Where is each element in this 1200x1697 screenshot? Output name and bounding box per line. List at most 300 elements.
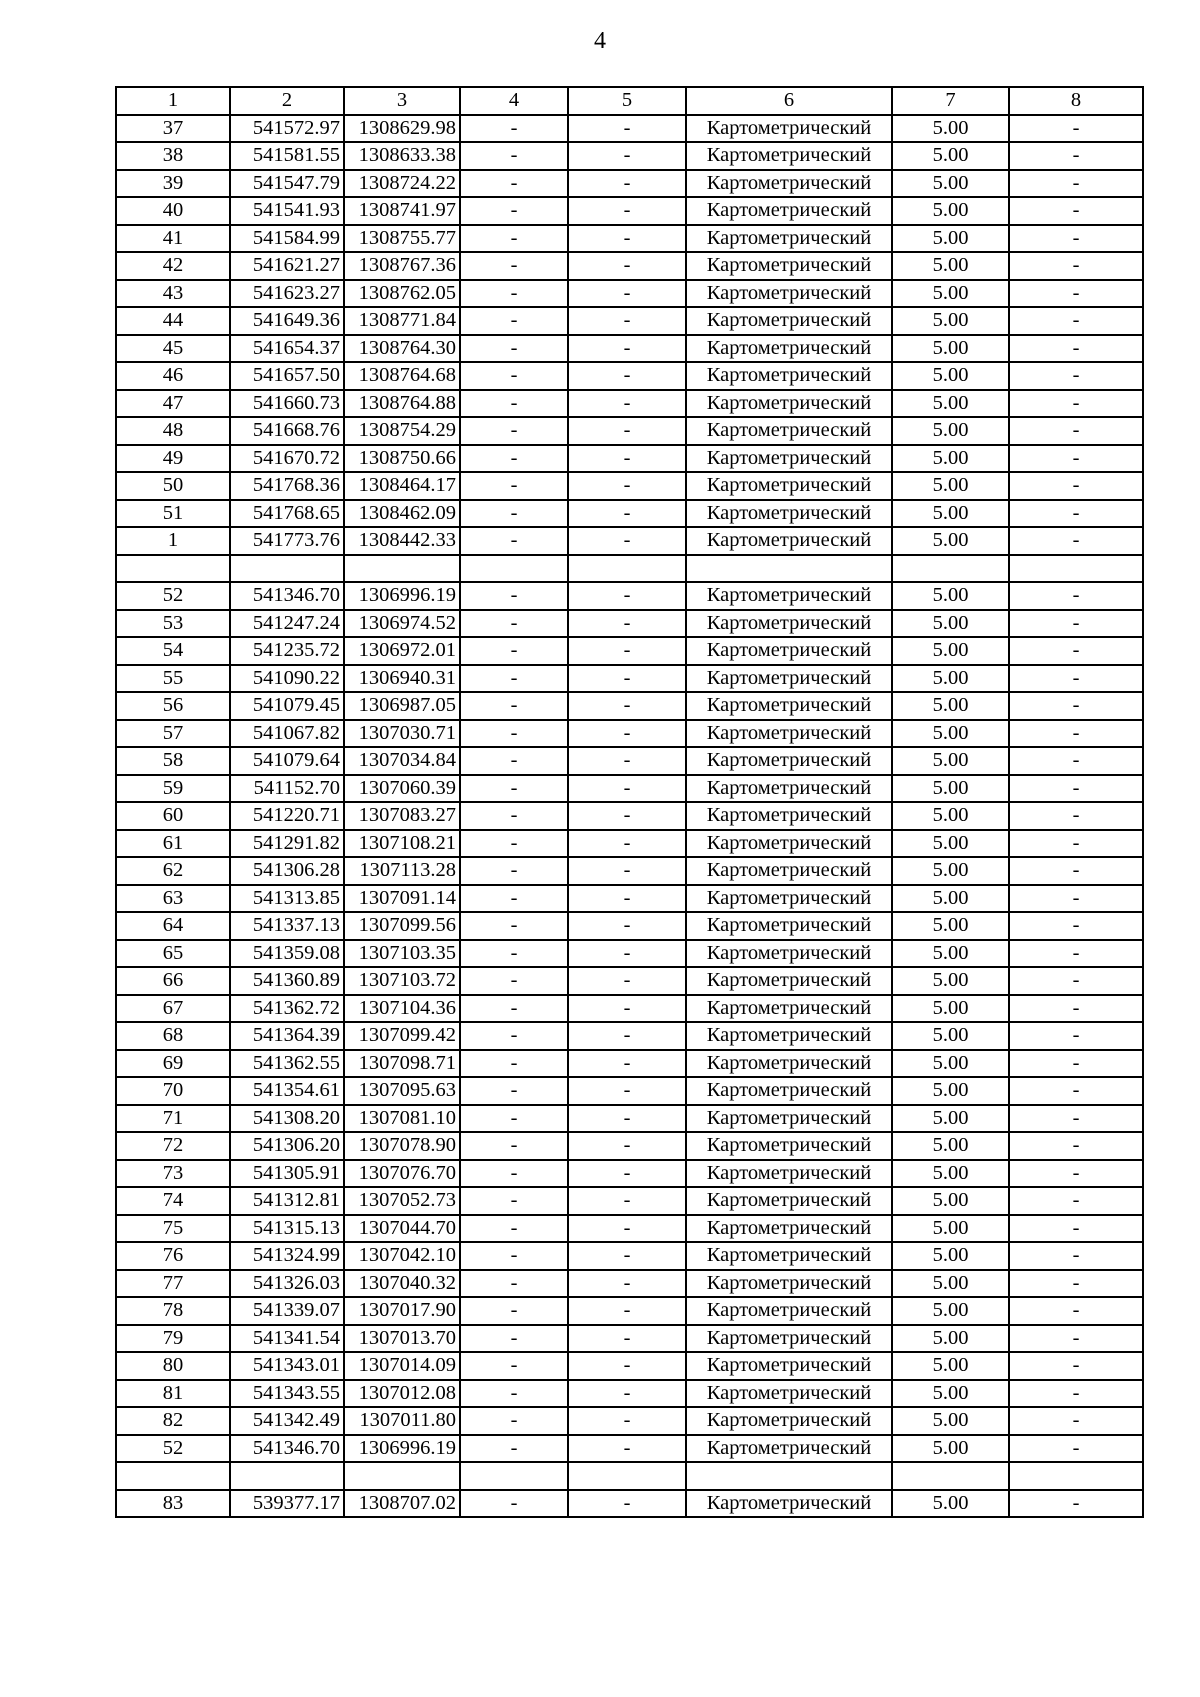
col4-cell: - [460, 1270, 568, 1298]
x-coordinate-cell: 541306.20 [230, 1132, 344, 1160]
x-coordinate-cell: 541541.93 [230, 197, 344, 225]
x-coordinate-cell [230, 555, 344, 583]
col4-cell: - [460, 610, 568, 638]
x-coordinate-cell: 541670.72 [230, 445, 344, 473]
col8-cell: - [1009, 472, 1143, 500]
x-coordinate-cell: 541343.01 [230, 1352, 344, 1380]
y-coordinate-cell: 1307034.84 [344, 747, 460, 775]
method-cell: Картометрический [686, 912, 892, 940]
point-number-cell: 81 [116, 1380, 230, 1408]
accuracy-cell: 5.00 [892, 940, 1009, 968]
col8-cell: - [1009, 1105, 1143, 1133]
method-cell [686, 555, 892, 583]
method-cell: Картометрический [686, 527, 892, 555]
x-coordinate-cell: 539377.17 [230, 1490, 344, 1518]
accuracy-cell: 5.00 [892, 445, 1009, 473]
accuracy-cell: 5.00 [892, 857, 1009, 885]
y-coordinate-cell: 1306987.05 [344, 692, 460, 720]
x-coordinate-cell: 541621.27 [230, 252, 344, 280]
col8-cell: - [1009, 170, 1143, 198]
point-number-cell: 66 [116, 967, 230, 995]
y-coordinate-cell: 1307083.27 [344, 802, 460, 830]
x-coordinate-cell: 541313.85 [230, 885, 344, 913]
method-cell: Картометрический [686, 637, 892, 665]
y-coordinate-cell: 1308633.38 [344, 142, 460, 170]
y-coordinate-cell: 1308755.77 [344, 225, 460, 253]
table-row [116, 445, 1143, 473]
col4-cell: - [460, 830, 568, 858]
col8-cell: - [1009, 802, 1143, 830]
col5-cell: - [568, 637, 686, 665]
table-row [116, 610, 1143, 638]
col4-cell: - [460, 775, 568, 803]
col8-cell: - [1009, 857, 1143, 885]
x-coordinate-cell: 541067.82 [230, 720, 344, 748]
column-header: 2 [230, 87, 344, 115]
col4-cell: - [460, 1352, 568, 1380]
x-coordinate-cell: 541337.13 [230, 912, 344, 940]
col5-cell: - [568, 170, 686, 198]
accuracy-cell: 5.00 [892, 1077, 1009, 1105]
method-cell: Картометрический [686, 1022, 892, 1050]
point-number-cell: 79 [116, 1325, 230, 1353]
table-body [116, 115, 1143, 1518]
table-row [116, 1407, 1143, 1435]
col4-cell: - [460, 170, 568, 198]
point-number-cell: 50 [116, 472, 230, 500]
table-row [116, 1352, 1143, 1380]
x-coordinate-cell: 541326.03 [230, 1270, 344, 1298]
col5-cell: - [568, 830, 686, 858]
col8-cell: - [1009, 610, 1143, 638]
table-row [116, 197, 1143, 225]
point-number-cell: 74 [116, 1187, 230, 1215]
method-cell: Картометрический [686, 1160, 892, 1188]
y-coordinate-cell: 1307060.39 [344, 775, 460, 803]
col4-cell: - [460, 1215, 568, 1243]
table-row [116, 802, 1143, 830]
y-coordinate-cell: 1307081.10 [344, 1105, 460, 1133]
method-cell: Картометрический [686, 115, 892, 143]
point-number-cell: 44 [116, 307, 230, 335]
x-coordinate-cell: 541339.07 [230, 1297, 344, 1325]
col8-cell: - [1009, 830, 1143, 858]
y-coordinate-cell: 1307014.09 [344, 1352, 460, 1380]
x-coordinate-cell: 541773.76 [230, 527, 344, 555]
col8-cell: - [1009, 362, 1143, 390]
y-coordinate-cell: 1307040.32 [344, 1270, 460, 1298]
method-cell: Картометрический [686, 500, 892, 528]
method-cell: Картометрический [686, 445, 892, 473]
col5-cell: - [568, 1270, 686, 1298]
col8-cell: - [1009, 1050, 1143, 1078]
y-coordinate-cell: 1308750.66 [344, 445, 460, 473]
col8-cell: - [1009, 527, 1143, 555]
method-cell: Картометрический [686, 390, 892, 418]
col8-cell: - [1009, 940, 1143, 968]
x-coordinate-cell: 541308.20 [230, 1105, 344, 1133]
method-cell: Картометрический [686, 1490, 892, 1518]
col8-cell: - [1009, 445, 1143, 473]
col4-cell: - [460, 307, 568, 335]
table-row [116, 692, 1143, 720]
y-coordinate-cell: 1307103.72 [344, 967, 460, 995]
col5-cell: - [568, 912, 686, 940]
col4-cell: - [460, 142, 568, 170]
col5-cell: - [568, 445, 686, 473]
x-coordinate-cell: 541090.22 [230, 665, 344, 693]
point-number-cell: 83 [116, 1490, 230, 1518]
accuracy-cell: 5.00 [892, 1187, 1009, 1215]
col4-cell: - [460, 637, 568, 665]
point-number-cell: 40 [116, 197, 230, 225]
col5-cell: - [568, 1407, 686, 1435]
col5-cell: - [568, 1187, 686, 1215]
col8-cell: - [1009, 1380, 1143, 1408]
y-coordinate-cell: 1308629.98 [344, 115, 460, 143]
point-number-cell: 45 [116, 335, 230, 363]
x-coordinate-cell: 541235.72 [230, 637, 344, 665]
col4-cell: - [460, 1325, 568, 1353]
method-cell: Картометрический [686, 335, 892, 363]
col8-cell: - [1009, 1352, 1143, 1380]
accuracy-cell: 5.00 [892, 1215, 1009, 1243]
method-cell: Картометрический [686, 747, 892, 775]
method-cell: Картометрический [686, 1187, 892, 1215]
method-cell: Картометрический [686, 472, 892, 500]
method-cell: Картометрический [686, 830, 892, 858]
accuracy-cell: 5.00 [892, 1050, 1009, 1078]
accuracy-cell: 5.00 [892, 1407, 1009, 1435]
accuracy-cell: 5.00 [892, 637, 1009, 665]
col5-cell: - [568, 225, 686, 253]
col4-cell: - [460, 472, 568, 500]
col4-cell: - [460, 940, 568, 968]
col4-cell: - [460, 1132, 568, 1160]
col4-cell: - [460, 390, 568, 418]
col8-cell: - [1009, 197, 1143, 225]
point-number-cell: 75 [116, 1215, 230, 1243]
col4-cell: - [460, 335, 568, 363]
col8-cell: - [1009, 307, 1143, 335]
method-cell: Картометрический [686, 802, 892, 830]
col8-cell: - [1009, 1160, 1143, 1188]
x-coordinate-cell: 541623.27 [230, 280, 344, 308]
point-number-cell: 65 [116, 940, 230, 968]
col4-cell: - [460, 1380, 568, 1408]
col5-cell: - [568, 307, 686, 335]
method-cell: Картометрический [686, 1050, 892, 1078]
method-cell: Картометрический [686, 775, 892, 803]
x-coordinate-cell: 541668.76 [230, 417, 344, 445]
x-coordinate-cell: 541247.24 [230, 610, 344, 638]
col4-cell: - [460, 445, 568, 473]
col5-cell: - [568, 527, 686, 555]
accuracy-cell: 5.00 [892, 252, 1009, 280]
accuracy-cell: 5.00 [892, 1242, 1009, 1270]
accuracy-cell: 5.00 [892, 500, 1009, 528]
col5-cell: - [568, 967, 686, 995]
col4-cell: - [460, 1242, 568, 1270]
col4-cell: - [460, 995, 568, 1023]
column-header: 8 [1009, 87, 1143, 115]
col8-cell [1009, 1462, 1143, 1490]
point-number-cell: 68 [116, 1022, 230, 1050]
x-coordinate-cell: 541657.50 [230, 362, 344, 390]
y-coordinate-cell: 1307099.42 [344, 1022, 460, 1050]
accuracy-cell: 5.00 [892, 1490, 1009, 1518]
table-row [116, 252, 1143, 280]
accuracy-cell: 5.00 [892, 1132, 1009, 1160]
col5-cell: - [568, 362, 686, 390]
accuracy-cell: 5.00 [892, 197, 1009, 225]
table-row [116, 170, 1143, 198]
x-coordinate-cell [230, 1462, 344, 1490]
x-coordinate-cell: 541364.39 [230, 1022, 344, 1050]
x-coordinate-cell: 541291.82 [230, 830, 344, 858]
col4-cell: - [460, 857, 568, 885]
col5-cell: - [568, 1297, 686, 1325]
y-coordinate-cell: 1308762.05 [344, 280, 460, 308]
accuracy-cell: 5.00 [892, 665, 1009, 693]
column-header: 5 [568, 87, 686, 115]
y-coordinate-cell: 1307012.08 [344, 1380, 460, 1408]
accuracy-cell: 5.00 [892, 1270, 1009, 1298]
col8-cell: - [1009, 885, 1143, 913]
accuracy-cell [892, 1462, 1009, 1490]
col4-cell: - [460, 665, 568, 693]
method-cell: Картометрический [686, 857, 892, 885]
accuracy-cell: 5.00 [892, 417, 1009, 445]
point-number-cell: 78 [116, 1297, 230, 1325]
method-cell: Картометрический [686, 225, 892, 253]
point-number-cell: 69 [116, 1050, 230, 1078]
col4-cell: - [460, 1490, 568, 1518]
accuracy-cell: 5.00 [892, 225, 1009, 253]
x-coordinate-cell: 541312.81 [230, 1187, 344, 1215]
table-row [116, 1050, 1143, 1078]
accuracy-cell: 5.00 [892, 830, 1009, 858]
table-row [116, 280, 1143, 308]
table-row [116, 1187, 1143, 1215]
col8-cell: - [1009, 1022, 1143, 1050]
col5-cell: - [568, 1050, 686, 1078]
col8-cell: - [1009, 280, 1143, 308]
x-coordinate-cell: 541360.89 [230, 967, 344, 995]
accuracy-cell: 5.00 [892, 885, 1009, 913]
col4-cell: - [460, 280, 568, 308]
y-coordinate-cell: 1308771.84 [344, 307, 460, 335]
col8-cell: - [1009, 1242, 1143, 1270]
table-row [116, 830, 1143, 858]
point-number-cell: 80 [116, 1352, 230, 1380]
col5-cell: - [568, 1325, 686, 1353]
point-number-cell: 39 [116, 170, 230, 198]
col5-cell: - [568, 802, 686, 830]
col8-cell: - [1009, 995, 1143, 1023]
col8-cell: - [1009, 500, 1143, 528]
table-row [116, 1462, 1143, 1490]
col8-cell: - [1009, 775, 1143, 803]
col5-cell: - [568, 940, 686, 968]
table-row [116, 1270, 1143, 1298]
point-number-cell: 59 [116, 775, 230, 803]
method-cell: Картометрический [686, 967, 892, 995]
point-number-cell: 77 [116, 1270, 230, 1298]
col4-cell: - [460, 582, 568, 610]
col8-cell: - [1009, 252, 1143, 280]
method-cell: Картометрический [686, 252, 892, 280]
method-cell: Картометрический [686, 665, 892, 693]
accuracy-cell: 5.00 [892, 1380, 1009, 1408]
table-row [116, 1490, 1143, 1518]
col8-cell: - [1009, 1215, 1143, 1243]
method-cell: Картометрический [686, 885, 892, 913]
col8-cell: - [1009, 967, 1143, 995]
point-number-cell: 52 [116, 582, 230, 610]
table-row [116, 720, 1143, 748]
col5-cell: - [568, 582, 686, 610]
x-coordinate-cell: 541079.45 [230, 692, 344, 720]
col8-cell: - [1009, 637, 1143, 665]
method-cell: Картометрический [686, 1407, 892, 1435]
col4-cell: - [460, 225, 568, 253]
y-coordinate-cell: 1306996.19 [344, 1435, 460, 1463]
col5-cell: - [568, 1160, 686, 1188]
col5-cell: - [568, 1380, 686, 1408]
table-row [116, 1297, 1143, 1325]
col4-cell: - [460, 912, 568, 940]
y-coordinate-cell: 1308462.09 [344, 500, 460, 528]
col5-cell: - [568, 1215, 686, 1243]
method-cell: Картометрический [686, 170, 892, 198]
col4-cell: - [460, 967, 568, 995]
y-coordinate-cell: 1307011.80 [344, 1407, 460, 1435]
x-coordinate-cell: 541346.70 [230, 582, 344, 610]
column-header: 6 [686, 87, 892, 115]
method-cell [686, 1462, 892, 1490]
col5-cell: - [568, 1490, 686, 1518]
y-coordinate-cell: 1306972.01 [344, 637, 460, 665]
col4-cell: - [460, 527, 568, 555]
col8-cell: - [1009, 665, 1143, 693]
table-row [116, 1077, 1143, 1105]
accuracy-cell: 5.00 [892, 335, 1009, 363]
x-coordinate-cell: 541584.99 [230, 225, 344, 253]
method-cell: Картометрический [686, 197, 892, 225]
x-coordinate-cell: 541220.71 [230, 802, 344, 830]
y-coordinate-cell: 1307113.28 [344, 857, 460, 885]
accuracy-cell: 5.00 [892, 610, 1009, 638]
point-number-cell: 51 [116, 500, 230, 528]
col8-cell: - [1009, 582, 1143, 610]
col8-cell: - [1009, 115, 1143, 143]
col5-cell: - [568, 252, 686, 280]
method-cell: Картометрический [686, 1132, 892, 1160]
col5-cell: - [568, 197, 686, 225]
x-coordinate-cell: 541572.97 [230, 115, 344, 143]
method-cell: Картометрический [686, 720, 892, 748]
col8-cell: - [1009, 1407, 1143, 1435]
x-coordinate-cell: 541152.70 [230, 775, 344, 803]
x-coordinate-cell: 541654.37 [230, 335, 344, 363]
y-coordinate-cell: 1307017.90 [344, 1297, 460, 1325]
point-number-cell: 53 [116, 610, 230, 638]
col4-cell: - [460, 417, 568, 445]
method-cell: Картометрический [686, 1270, 892, 1298]
y-coordinate-cell: 1307104.36 [344, 995, 460, 1023]
point-number-cell [116, 1462, 230, 1490]
table-row [116, 747, 1143, 775]
x-coordinate-cell: 541306.28 [230, 857, 344, 885]
accuracy-cell: 5.00 [892, 390, 1009, 418]
point-number-cell: 56 [116, 692, 230, 720]
y-coordinate-cell: 1308464.17 [344, 472, 460, 500]
point-number-cell: 48 [116, 417, 230, 445]
point-number-cell: 52 [116, 1435, 230, 1463]
table-row [116, 335, 1143, 363]
method-cell: Картометрический [686, 692, 892, 720]
x-coordinate-cell: 541341.54 [230, 1325, 344, 1353]
col4-cell: - [460, 1407, 568, 1435]
col8-cell: - [1009, 912, 1143, 940]
method-cell: Картометрический [686, 1325, 892, 1353]
y-coordinate-cell: 1308764.68 [344, 362, 460, 390]
table-row [116, 142, 1143, 170]
col8-cell: - [1009, 1132, 1143, 1160]
y-coordinate-cell: 1307103.35 [344, 940, 460, 968]
accuracy-cell: 5.00 [892, 775, 1009, 803]
accuracy-cell: 5.00 [892, 527, 1009, 555]
col5-cell: - [568, 775, 686, 803]
y-coordinate-cell: 1308741.97 [344, 197, 460, 225]
table-row [116, 472, 1143, 500]
col5-cell: - [568, 280, 686, 308]
point-number-cell: 37 [116, 115, 230, 143]
col8-cell: - [1009, 1325, 1143, 1353]
point-number-cell: 70 [116, 1077, 230, 1105]
y-coordinate-cell: 1308764.88 [344, 390, 460, 418]
col8-cell: - [1009, 720, 1143, 748]
col5-cell: - [568, 885, 686, 913]
page-number: 4 [594, 28, 606, 54]
col5-cell: - [568, 417, 686, 445]
method-cell: Картометрический [686, 1297, 892, 1325]
y-coordinate-cell: 1307099.56 [344, 912, 460, 940]
method-cell: Картометрический [686, 1215, 892, 1243]
table-row [116, 637, 1143, 665]
point-number-cell: 61 [116, 830, 230, 858]
column-header: 3 [344, 87, 460, 115]
method-cell: Картометрический [686, 142, 892, 170]
col8-cell: - [1009, 692, 1143, 720]
x-coordinate-cell: 541362.55 [230, 1050, 344, 1078]
method-cell: Картометрический [686, 1105, 892, 1133]
point-number-cell: 82 [116, 1407, 230, 1435]
col8-cell: - [1009, 1270, 1143, 1298]
method-cell: Картометрический [686, 610, 892, 638]
table-row [116, 582, 1143, 610]
table-row [116, 1160, 1143, 1188]
table-row [116, 1022, 1143, 1050]
y-coordinate-cell: 1307076.70 [344, 1160, 460, 1188]
col8-cell: - [1009, 747, 1143, 775]
method-cell: Картометрический [686, 995, 892, 1023]
col4-cell: - [460, 692, 568, 720]
table-row [116, 1105, 1143, 1133]
accuracy-cell: 5.00 [892, 802, 1009, 830]
accuracy-cell: 5.00 [892, 1160, 1009, 1188]
